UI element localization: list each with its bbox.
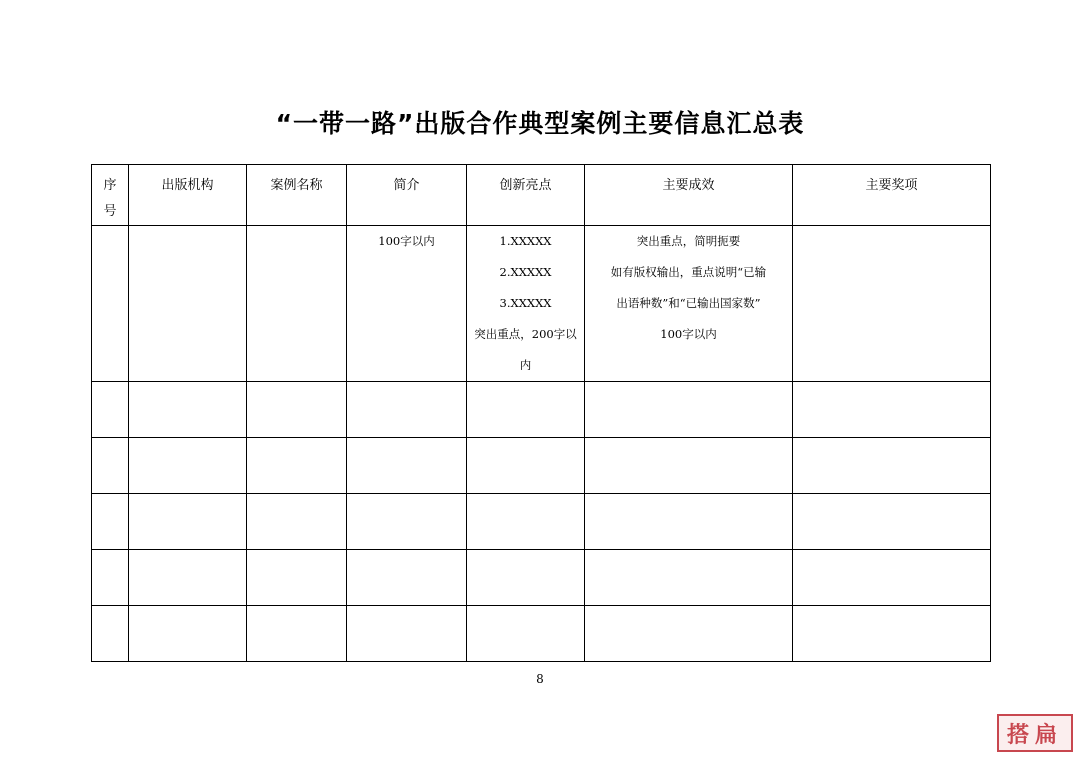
cell-case-name [247,226,347,382]
table-row [92,382,991,438]
table-row [92,550,991,606]
table-row [92,606,991,662]
cell-awards [793,226,991,382]
page-title: “一带一路”出版合作典型案例主要信息汇总表 [275,109,805,138]
header-publisher: 出版机构 [129,165,247,226]
header-intro: 简介 [347,165,467,226]
table-row [92,494,991,550]
table-row [92,438,991,494]
header-case-name: 案例名称 [247,165,347,226]
cell-highlights: 1.XXXXX 2.XXXXX 3.XXXXX 突出重点，200字以内 [467,226,585,382]
cell-publisher [129,226,247,382]
cell-achievements: 突出重点，简明扼要 如有版权输出，重点说明“已输 出语种数”和“已输出国家数” 100字以内 [585,226,793,382]
table-row [92,226,991,382]
watermark-seal: 搭扁 [997,714,1073,752]
header-highlights: 创新亮点 [467,165,585,226]
page-number: 8 [536,672,544,686]
header-achievements: 主要成效 [585,165,793,226]
header-seq: 序 号 [92,165,129,226]
cell-seq [92,226,129,382]
table-header-row [92,165,991,226]
cell-intro: 100字以内 [347,226,467,382]
summary-table [91,164,991,662]
header-awards: 主要奖项 [793,165,991,226]
